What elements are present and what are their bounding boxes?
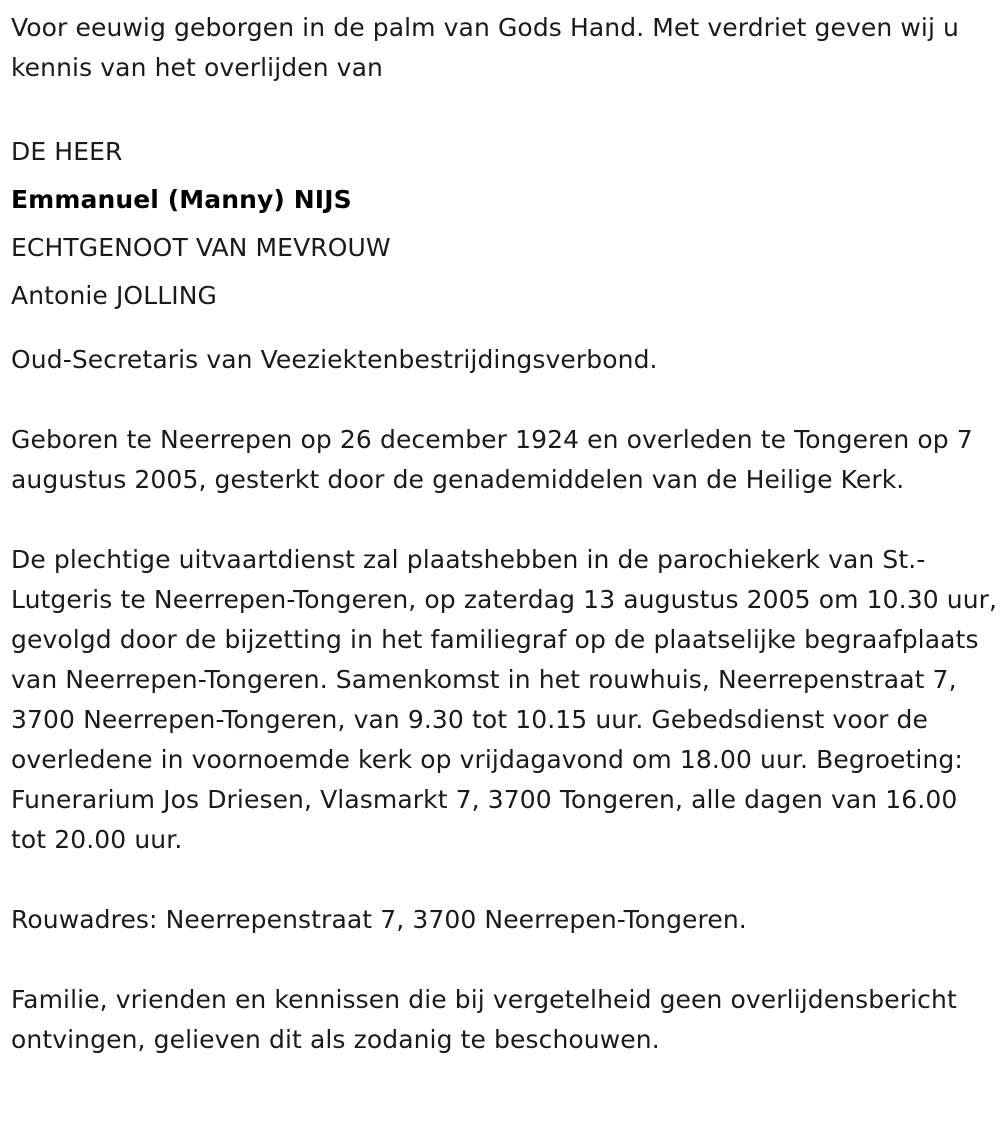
funeral-paragraph: De plechtige uitvaartdienst zal plaatshebben in de parochiekerk van St.-Lutgeris te Neerrepen-Tongeren, op zaterdag 13 augustus 2005 om 10.30 uur, gevolgd door de bijzetting in het familiegraf op de plaatselijke begraafplaats van Neerrepen-Tongeren. Samenkomst in het rouwhuis, Neerrepenstraat 7, 3700 Neerrepen-Tongeren, van 9.30 tot 10.15 uur. Gebedsdienst voor de overledene in voornoemde kerk op vrijdagavond om 18.00 uur. Begroeting: Funerarium Jos Driesen, Vlasmarkt 7, 3700 Tongeren, alle dagen van 16.00 tot 20.00 uur. <box>11 545 998 854</box>
spouse-name: Antonie JOLLING <box>11 281 218 310</box>
role-paragraph: Oud-Secretaris van Veeziektenbestrijdingsverbond. <box>11 345 658 374</box>
spouse-prefix: ECHTGENOOT VAN MEVROUW <box>11 233 391 262</box>
closing-paragraph: Familie, vrienden en kennissen die bij vergetelheid geen overlijdensbericht ontvingen, gelieven dit als zodanig te beschouwen. <box>11 985 957 1054</box>
spacer <box>11 500 1000 540</box>
birth-death-paragraph: Geboren te Neerrepen op 26 december 1924 en overleden te Tongeren op 7 augustus 2005, gesterkt door de genademiddelen van de Heilige Kerk. <box>11 425 973 494</box>
spacer <box>11 380 1000 420</box>
spacer <box>11 88 1000 128</box>
intro-paragraph: Voor eeuwig geborgen in de palm van Gods Hand. Met verdriet geven wij u kennis van het overlijden van <box>11 13 959 82</box>
spacer <box>11 940 1000 980</box>
spacer <box>11 320 1000 340</box>
mourning-address: Rouwadres: Neerrepenstraat 7, 3700 Neerrepen-Tongeren. <box>11 905 747 934</box>
deceased-name: Emmanuel (Manny) NIJS <box>11 185 352 214</box>
honorific: DE HEER <box>11 137 123 166</box>
spacer <box>11 860 1000 900</box>
